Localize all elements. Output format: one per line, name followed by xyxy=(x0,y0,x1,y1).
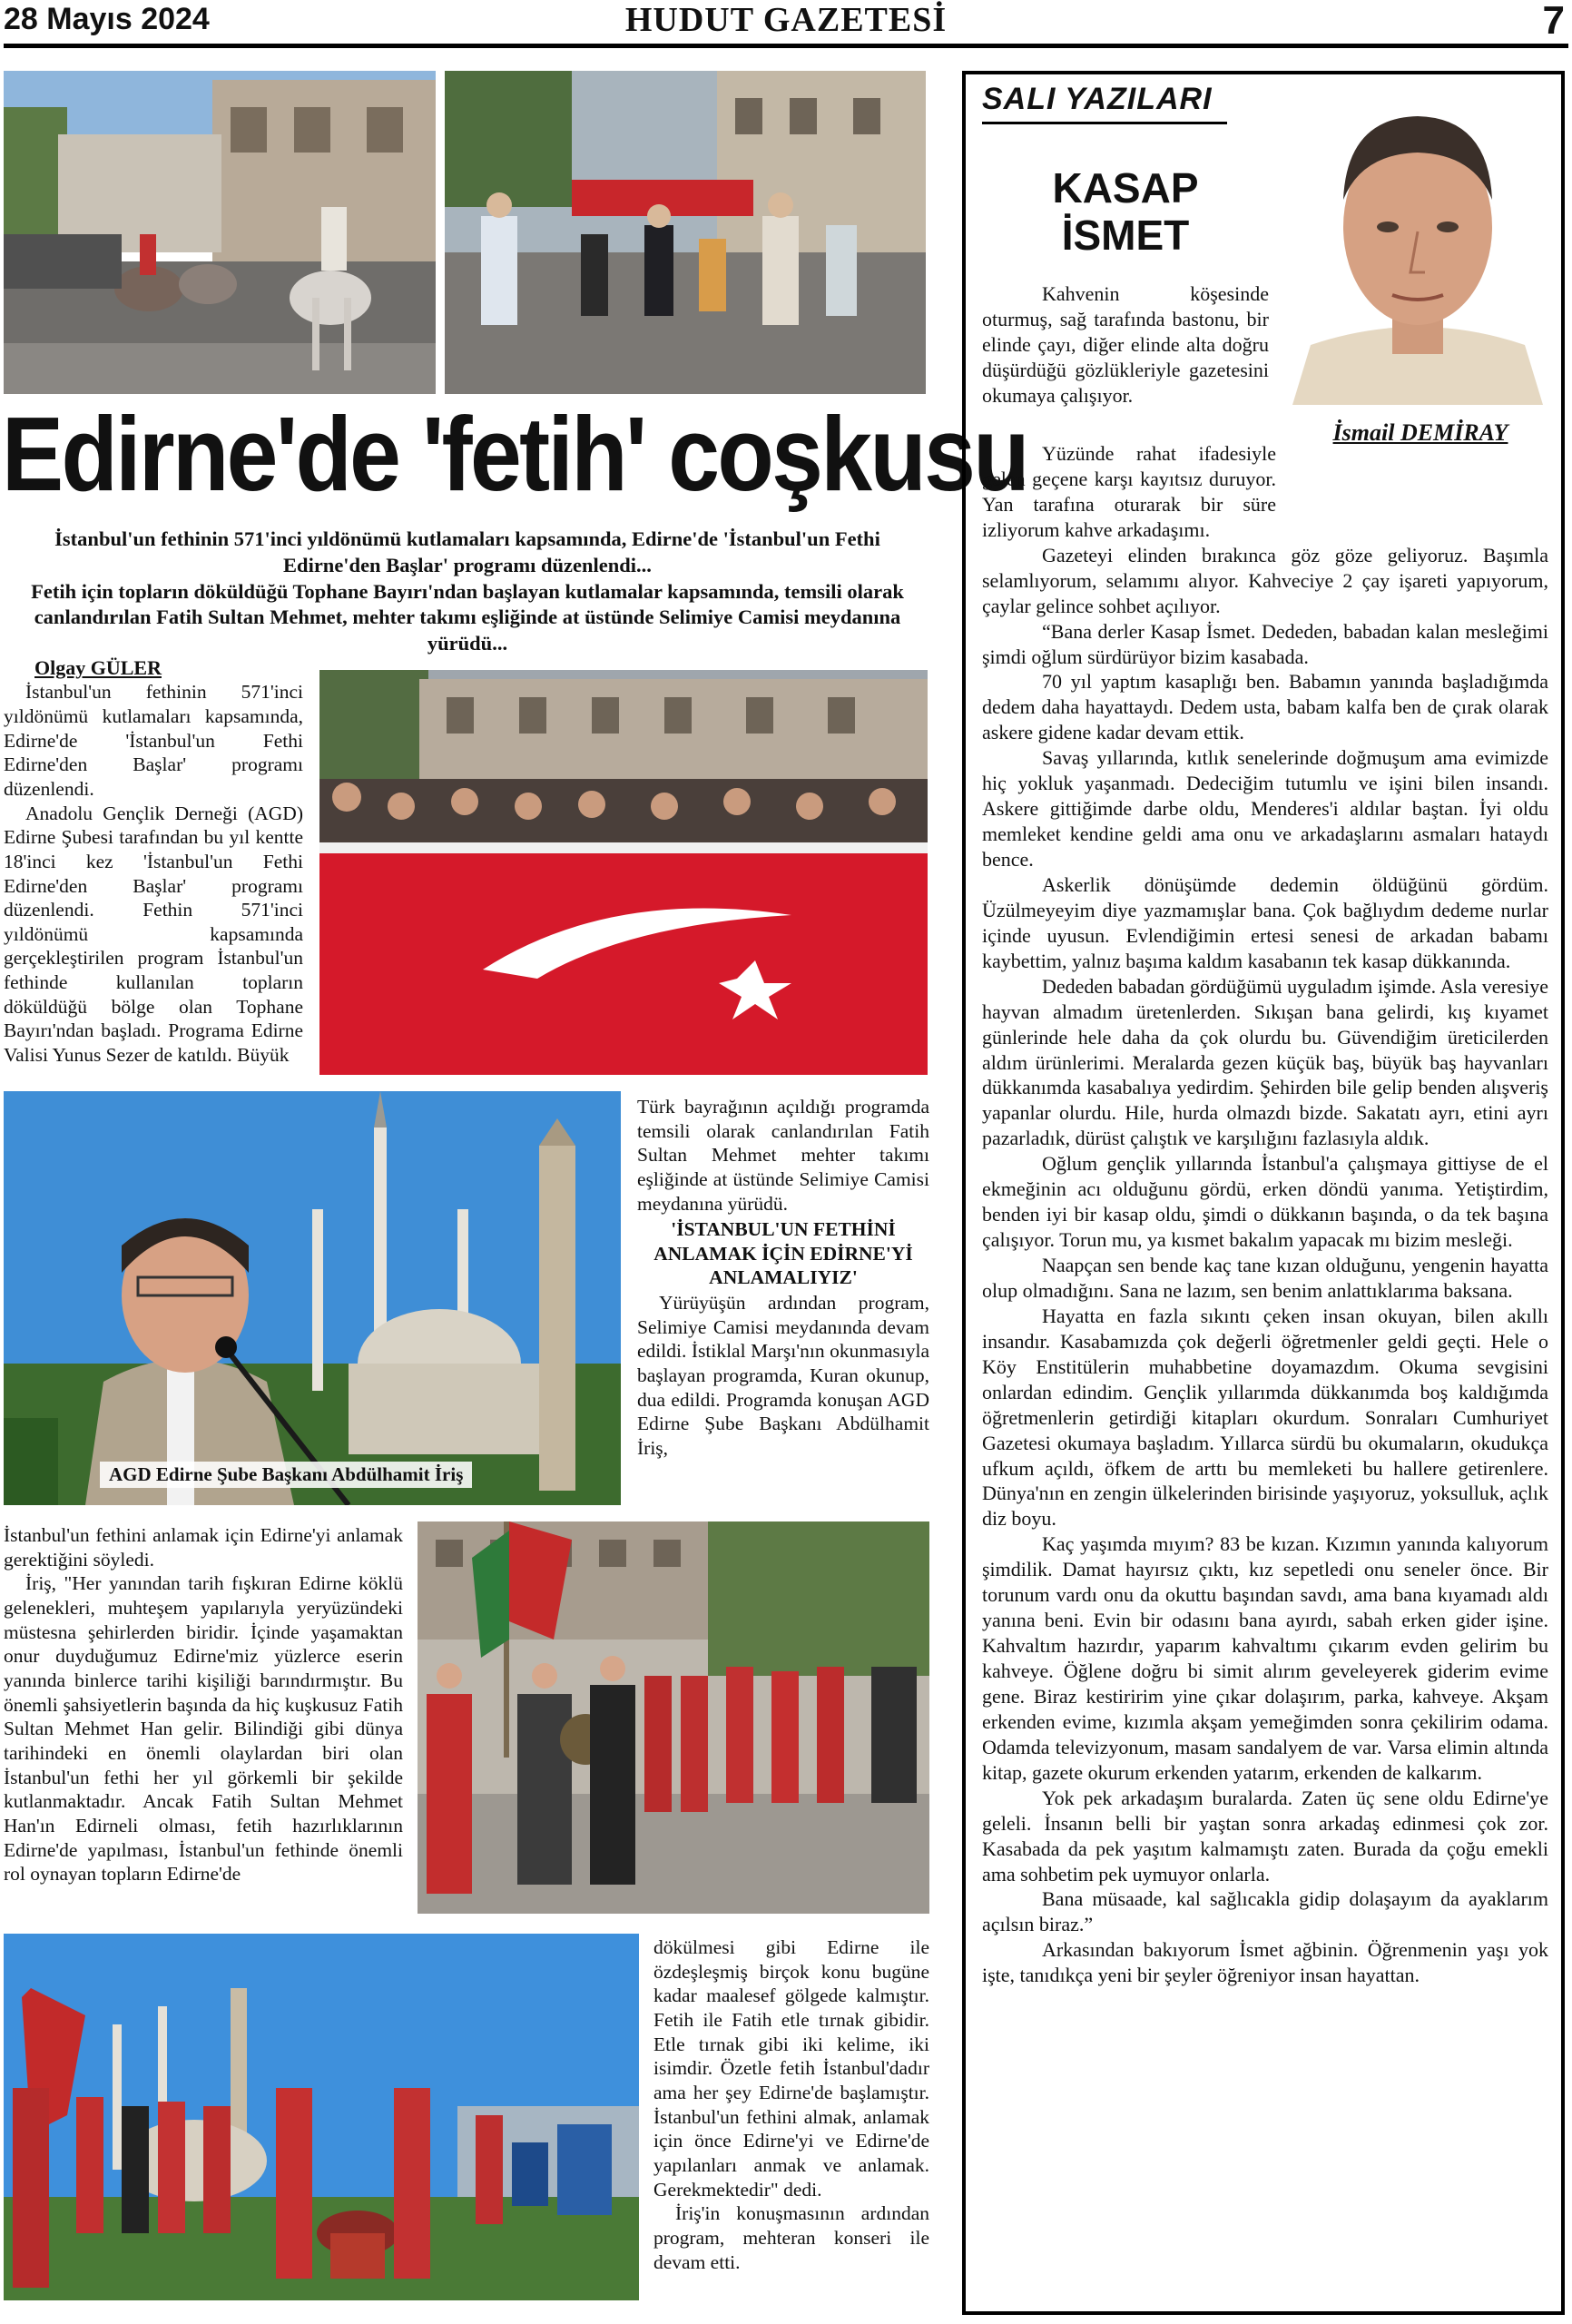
article-paragraph: İstanbul'un fethini anlamak için Edirne'yi anlamak gerektiğini söyledi. xyxy=(4,1524,403,1571)
column-body-text xyxy=(982,441,1548,1988)
mehter-band-march-photo xyxy=(418,1521,929,1914)
column-paragraph: “Bana derler Kasap İsmet. Dededen, babadan kalan mesleğimi şimdi oğlum sürdürüyor bizim kasabada. xyxy=(982,619,1548,668)
column-paragraph: Askerlik dönüşümde dedemin öldüğünü gördüm. Üzülmeyeyim diye yazmamışlar bana. Çok bağlıydım dedeme nurlar içinde uyusun. Evlendiğimin ertesi senesi de arkadan babamı kaybettim, yalnız başıma kaldım kasabanın tek kasap dükkanında. xyxy=(982,872,1548,972)
column-paragraph: Arkasından bakıyorum İsmet ağbinin. Öğrenmenin yaşı yok işte, tanıdıkça yeni bir şeyler öğreniyor insan hayattan. xyxy=(982,1938,1548,1987)
article-paragraph: Türk bayrağının açıldığı programda temsili olarak canlandırılan Fatih Sultan Mehmet mehter takımı eşliğinde at üstünde Selimiye Camisi meydanına yürüdü. xyxy=(637,1096,929,1215)
column-paragraph: Hayatta en fazla sıkıntı çeken insan okuyan, bilen akıllı insandır. Kasabamızda çok değerli öğretmenler geldi geçti. Hele o Köy Enstitülerin muhabbetine doyamazdım. Okuma sevgisini onlardan edindim. Gençlik yıllarımda dükkanımda boş kaldığımda öğretmenlerin getirdiği kitapları okurdum. Sonraları Cumhuriyet Gazetesi okumaya başladım. Yıllarca sürdü bu okumaların, okudukça ufkum açıldı, öfkem de arttı bu memleketi bu hallere getirenlere. Dünya'nın en zengin ülkelerinden birisinde yaşıyoruz, yoksulluk, açlık diz boyu. xyxy=(982,1304,1548,1531)
article-column-3 xyxy=(4,1523,403,1886)
column-title xyxy=(980,165,1271,259)
article-paragraph: Yürüyüşün ardından program, Selimiye Camisi meydanında devam edildi. İstiklal Marşı'nın okunmasıyla başlayan programda, Kuran okunup, dua edildi. Programda konuşan AGD Edirne Şube Başkanı Abdülhamit İriş, xyxy=(637,1291,929,1459)
column-paragraph: Dededen babadan gördüğümü uyguladım işimde. Asla veresiye hayvan almadım üretenlerden. Sıkışan bana gelirdi, kış kıyamet günlerinde hele daha da çok olurdu bu. Güvendiğim üreticilerden aldım ürünlerimi. Meralarda gezen küçük baş, büyük baş hayvanları dükkanımda kasabalıya yedirdim. Şehirden bile gelip benden alışveriş yapanlar olurdu. Hile, hurda olmazdı bizde. Sakatatı ayrı, etini ayrı pazarladık, dürüst çalıştık ve karşılığını fazlasıyla aldık. xyxy=(982,974,1548,1150)
newspaper-name: HUDUT GAZETESİ xyxy=(624,1,948,39)
column-paragraph: 70 yıl yaptım kasaplığı ben. Babamın yanında başladığımda dedem daha hayattaydı. Dedem usta, babam kalfa ben de çırak olarak askere gidene kadar devam ettik. xyxy=(982,670,1548,744)
column-paragraph: Savaş yıllarında, kıtlık senelerinde doğmuşum ama evimizde hiç yokluk yaşanmadı. Dedeciğim tutumlu ve işini bilen insandı. Askere gittiğimde darbe oldu, Menderes'i aldılar baştan. İyi oldu memleket kendine geldi ama onu ve arkadaşlarını asmaları hataydı bence. xyxy=(982,746,1548,871)
article-column-4 xyxy=(653,1935,929,2274)
column-paragraph: Kahvenin köşesinde oturmuş, sağ tarafında bastonu, bir elinde çayı, diğer elinde alta doğru düşürdüğü gözlükleriyle gazetesini okumaya çalışıyor. xyxy=(982,282,1269,407)
columnist-name: İsmail DEMİRAY xyxy=(1332,419,1508,446)
column-paragraph: Bana müsaade, kal sağlıcakla gidip dolaşayım da ayaklarım açılsın biraz.” xyxy=(982,1887,1548,1936)
column-title-line-1: KASAP xyxy=(1052,164,1199,212)
article-byline: Olgay GÜLER xyxy=(34,656,162,679)
column-paragraph: Oğlum gençlik yıllarında İstanbul'a çalışmaya gittiyse de el ekmeğinin acı olduğunu gördü, erken döndü yanıma. Yetiştirdim, benden iyi bir kasap oldu, şimdi o dükkanın başında, o da tek başına çalışıyor. Torun mu, ya kısmet bakalım yapacak mı bizim mesleği. xyxy=(982,1152,1548,1252)
photo-caption: AGD Edirne Şube Başkanı Abdülhamit İriş xyxy=(100,1462,472,1488)
article-subhead: 'İSTANBUL'UN FETHİNİ ANLAMAK İÇİN EDİRNE'Yİ ANLAMALIYIZ' xyxy=(653,1218,913,1288)
article-column-2 xyxy=(637,1095,929,1461)
issue-date: 28 Mayıs 2024 xyxy=(4,2,210,36)
article-column-1 xyxy=(4,655,303,1068)
columnist-portrait-photo xyxy=(1283,91,1552,405)
article-paragraph: İriş'in konuşmasının ardından program, mehteran konseri ile devam etti. xyxy=(653,2202,929,2273)
mehter-concert-photo xyxy=(4,1934,639,2300)
column-title-line-2: İSMET xyxy=(1061,211,1190,259)
article-paragraph: İstanbul'un fethinin 571'inci yıldönümü kutlamaları kapsamında, Edirne'de 'İstanbul'un Fethi Edirne'den Başlar' programı düzenlendi. xyxy=(4,681,303,800)
article-paragraph: İriş, "Her yanından tarih fışkıran Edirne köklü gelenekleri, muhteşem yapılarıyla yeryüzündeki müstesna şehirlerden biridir. İçinde yaşamaktan onur duyduğumuz Edirne'miz yüzlerce eserin yanında binlerce tarihi kişiliği barındırmıştır. Bu önemli şahsiyetlerin başında da hiç kuşkusuz Fatih Sultan Mehmet Han gelir. Bilindiği gibi dünya tarihindeki en önemli olaylardan biri olan İstanbul'un fethi her yıl görkemli bir şekilde kutlanmaktadır. Ancak Fatih Sultan Mehmet Han'ın Edirneli olması, fetih hazırlıklarının Edirne'de yapılması, İstanbul'un fethinde önemli rol oynayan topların Edirne'de xyxy=(4,1572,403,1886)
column-section-title: SALI YAZILARI xyxy=(982,82,1213,116)
column-paragraph: Kaç yaşımda mıyım? 83 be kızan. Kızımın yanında kalıyorum şimdilik. Damat hayırsız çıktı, kız sepetledi onu seneler önce. Bir torunum vardı onu da okuttu başından savdı, ama bana kıyamadı aldı yanına beni. Evin bir odasını bana ayırdı, sabah erken gider işine. Kahvaltım hazırdır, yaparım kahvaltımı çıkarım evden gelirim bu kahveye. Öğlene doğru bi simit alırım geveleyerek giderim evime gene. Biraz kestiririm yine çıkar dolaşırım, parka, kahveye. Akşam erkenden evime, kızımla akşam yemeğimden sonra çekilirim odama. Odamda televizyonum, masam sandalyem de var. Varsa elimin altında kitap, gazete okurum erkenden yatarım, erkenden de kalkarım. xyxy=(982,1532,1548,1784)
article-paragraph: Anadolu Gençlik Derneği (AGD) Edirne Şubesi tarafından bu yıl kentte 18'inci kez 'İstanbul'un Fethi Edirne'den Başlar' programı düzenlendi. Fethin 571'inci yıldönümü kapsamında gerçekleştirilen program İstanbul'un fethinde kullanılan topların döküldüğü bölge olan Tophane Bayırı'ndan başladı. Programa Edirne Valisi Yunus Sezer de katıldı. Büyük xyxy=(4,802,303,1067)
header-rule xyxy=(4,44,1568,48)
children-costume-photo xyxy=(445,71,926,394)
column-intro-text xyxy=(982,281,1269,409)
article-lead xyxy=(27,527,908,657)
article-paragraph: dökülmesi gibi Edirne ile özdeşleşmiş birçok konu bugüne kadar maalesef gölgede kalmıştır. Fetih ile Fatih etle tırnak gibidir. Etle tırnak gibi iki kelime, iki isimdir. Özetle fetih İstanbul'dadır ama her şey Edirne'de başlamıştır. İstanbul'un fethini almak, anlamak için önce Edirne'yi ve Edirne'de yapılanları anmak ve anlamak. Gerekmektedir" dedi. xyxy=(653,1936,929,2201)
lead-paragraph-1: İstanbul'un fethinin 571'inci yıldönümü kutlamaları kapsamında, Edirne'de 'İstanbul'un Fethi Edirne'den Başlar' programı düzenlendi... xyxy=(54,527,880,576)
column-paragraph: Naapçan sen bende kaç tane kızan olduğunu, yengenin hayatta olup olmadığını. Sana ne lazım, sen benim anlattıklarıma baksana. xyxy=(982,1254,1548,1302)
page-number: 7 xyxy=(1542,0,1565,43)
turkish-flag-march-photo xyxy=(319,670,928,1075)
speaker-photo xyxy=(4,1091,621,1505)
column-paragraph: Yüzünde rahat ifadesiyle gelen geçene karşı kayıtsız duruyor. Yan tarafına oturarak bir süre izliyorum kahve arkadaşımı. xyxy=(982,442,1276,541)
column-paragraph: Gazeteyi elinden bırakınca göz göze geliyoruz. Başımla selamlıyorum, selamımı alıyor. Kahveciye 2 çay işareti yapıyorum, çaylar gelince sohbet açılıyor. xyxy=(982,543,1548,617)
section-title-rule xyxy=(982,122,1227,124)
lead-paragraph-2: Fetih için topların döküldüğü Tophane Bayırı'ndan başlayan kutlamalar kapsamında, temsili olarak canlandırılan Fatih Sultan Mehmet, mehter takımı eşliğinde at üstünde Selimiye Camisi meydanına yürüdü... xyxy=(31,579,904,655)
column-paragraph: Yok pek arkadaşım buralarda. Zaten üç sene oldu Edirne'ye geleli. İnsanın belli bir yaştan sonra arkadaş edinmesi çok zor. Kasabada da pek yaşıtım kalmamıştı zaten. Burada da çoğu emekli ama sohbetim pek uymuyor onlarla. xyxy=(982,1786,1548,1886)
horsemen-parade-photo xyxy=(4,71,436,394)
article-headline: Edirne'de 'fetih' coşkusu xyxy=(2,395,1027,513)
